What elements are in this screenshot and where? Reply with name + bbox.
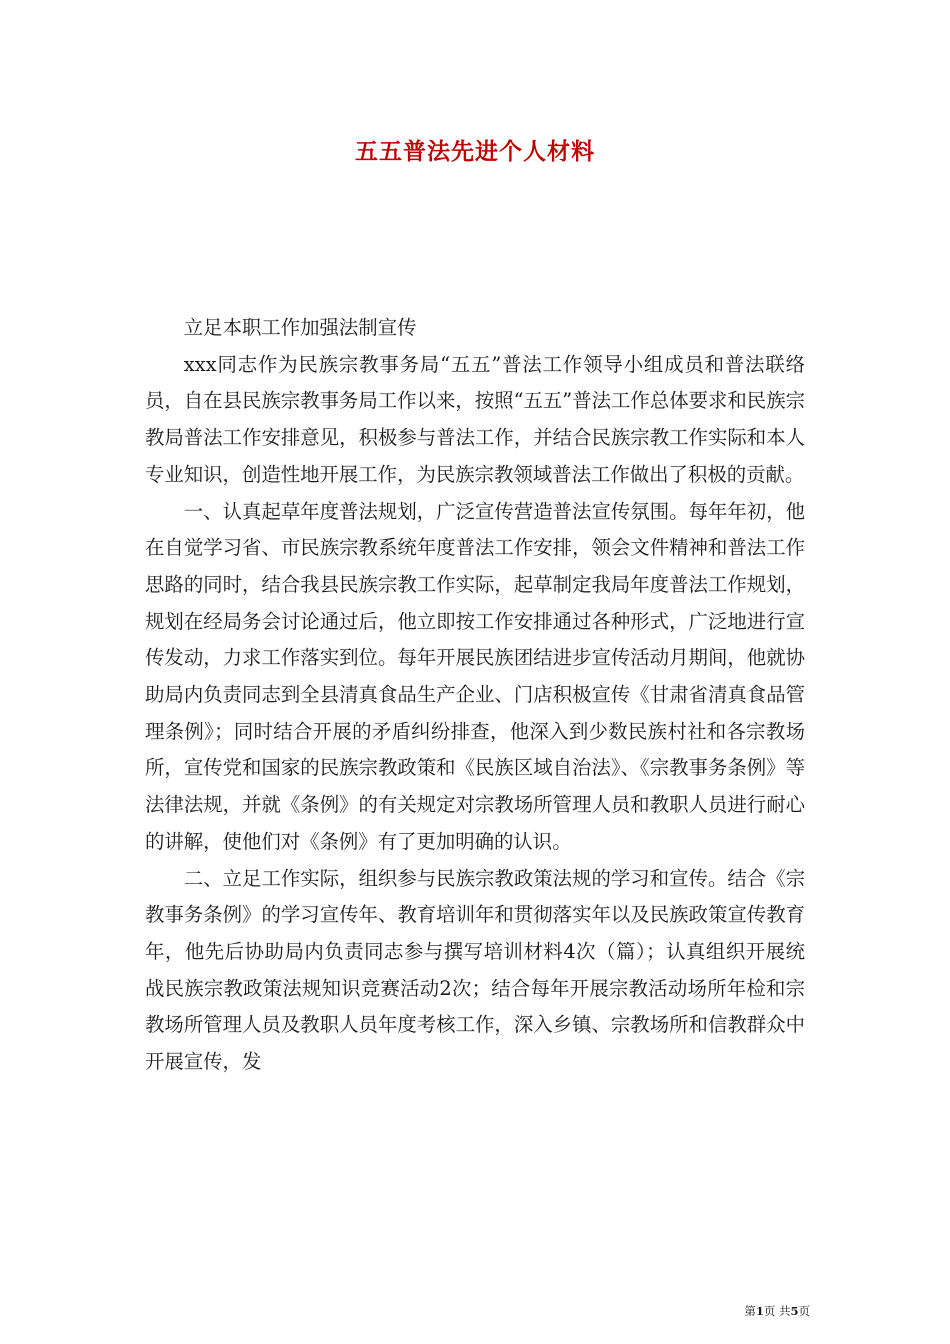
paragraph-intro: xxx同志作为民族宗教事务局“五五”普法工作领导小组成员和普法联络员，自在县民族宗教事务局工作以来，按照“五五”普法工作总体要求和民族宗教局普法工作安排意见，积极参与普法工作，并结合民族宗教工作实际和本人专业知识，创造性地开展工作，为民族宗教领域普法工作做出了积极的贡献。 <box>145 352 805 486</box>
footer-total-pages: 5 <box>790 1304 799 1318</box>
paragraph-section-2: 二、立足工作实际，组织参与民族宗教政策法规的学习和宣传。结合《宗教事务条例》的学习宣传年、教育培训年和贯彻落实年以及民族政策宣传教育年，他先后协助局内负责同志参与撰写培训材料4次（篇）；认真组织开展统战民族宗教政策法规知识竞赛活动2次；结合每年开展宗教活动场所年检和宗教场所管理人员及教职人员年度考核工作，深入乡镇、宗教场所和信教群众中开展宣传，发 <box>145 866 805 1074</box>
subheading: 立足本职工作加强法制宣传 <box>183 316 417 339</box>
page-footer <box>700 1303 810 1319</box>
footer-middle: 页 共 <box>763 1304 791 1318</box>
document-title: 五五普法先进个人材料 <box>355 138 595 165</box>
footer-suffix: 页 <box>798 1304 810 1318</box>
footer-current-page: 1 <box>755 1304 764 1318</box>
document-body <box>145 310 805 1081</box>
paragraph-section-1: 一、认真起草年度普法规划，广泛宣传营造普法宣传氛围。每年年初，他在自觉学习省、市民族宗教系统年度普法工作安排，领会文件精神和普法工作思路的同时，结合我县民族宗教工作实际，起草制定我局年度普法工作规划，规划在经局务会讨论通过后，他立即按工作安排通过各种形式，广泛地进行宣传发动，力求工作落实到位。每年开展民族团结进步宣传活动月期间，他就协助局内负责同志到全县清真食品生产企业、门店积极宣传《甘肃省清真食品管理条例》；同时结合开展的矛盾纠纷排查，他深入到少数民族村社和各宗教场所，宣传党和国家的民族宗教政策和《民族区域自治法》、《宗教事务条例》等法律法规，并就《条例》的有关规定对宗教场所管理人员和教职人员进行耐心的讲解，使他们对《条例》有了更加明确的认识。 <box>145 499 805 853</box>
footer-prefix: 第 <box>744 1304 756 1318</box>
